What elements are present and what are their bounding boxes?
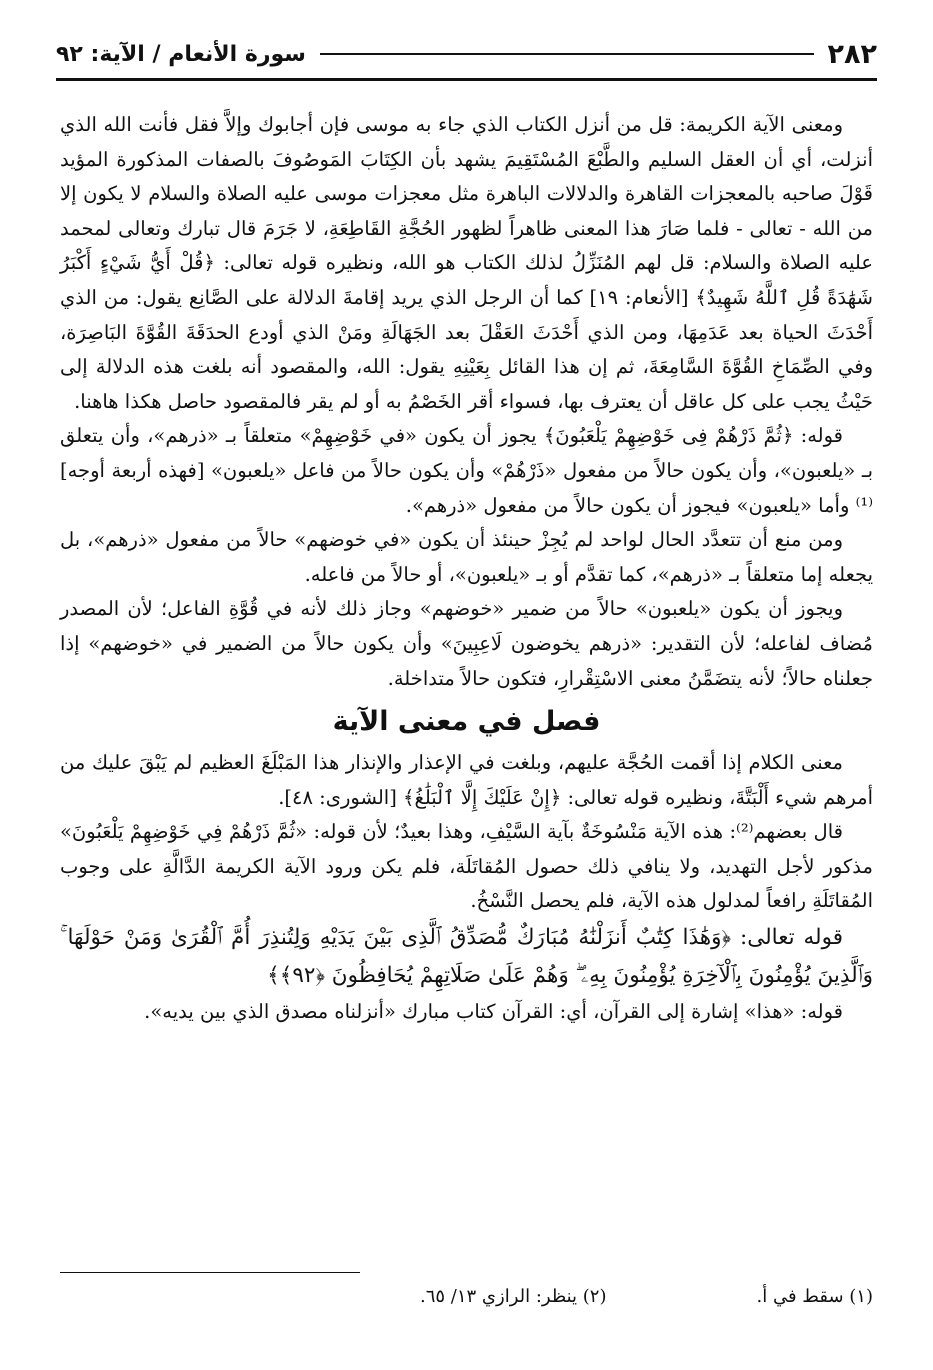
verse-paragraph: قوله تعالى: ﴿وَهَٰذَا كِتَٰبٌ أَنزَلْنَٰهُ مُبَارَكٌ مُّصَدِّقُ ٱلَّذِى بَيْنَ يَدَيْهِ وَلِتُنذِرَ أُمَّ ٱلْقُرَىٰ وَمَنْ حَوْلَهَا ۚ وَٱلَّذِينَ يُؤْمِنُونَ بِٱلْآخِرَةِ يُؤْمِنُونَ بِهِۦ ۖ وَهُمْ عَلَىٰ صَلَاتِهِمْ يُحَافِظُونَ ﴿٩٢﴾﴾: [60, 925, 873, 989]
section-paragraph-2: قال بعضهم⁽²⁾: هذه الآية مَنْسُوخَةٌ بآية السَّيْفِ، وهذا بعيدٌ؛ لأن قوله: «ثُمَّ ذَرْهُمْ فِي خَوْضِهِمْ يَلْعَبُونَ» مذكور لأجل التهديد، ولا ينافي ذلك حصول المُقاتَلَة، فلم يكن ورود الآية الكريمة الدَّالَّةِ على وجوب المُقاتَلَةِ رافعاً لمدلول هذه الآية، فلم يحصل النَّسْخُ.: [60, 820, 873, 913]
final-paragraph: قوله: «هذا» إشارة إلى القرآن، أي: القرآن كتاب مبارك «أنزلناه مصدق الذي بين يديه».: [144, 1000, 843, 1024]
section-paragraph-1: معنى الكلام إذا أقمت الحُجَّة عليهم، وبلغت في الإعذار والإنذار هذا المَبْلَغَ العظيم لم يَبْقَ عليك من أمرهم شيء أَلْبَتَّةَ، ونظيره قوله تعالى: ﴿إِنْ عَلَيْكَ إِلَّا ٱلْبَلَٰغُ﴾ [الشورى: ٤٨].: [60, 751, 873, 809]
running-header: [56, 30, 877, 81]
section-title: فصل في معنى الآية: [332, 706, 601, 738]
surah-verse-label: سورة الأنعام / الآية: ٩٢: [56, 41, 306, 67]
header-divider: [320, 53, 814, 55]
paragraph-2: قوله: ﴿ثُمَّ ذَرْهُمْ فِى خَوْضِهِمْ يَلْعَبُونَ﴾ يجوز أن يكون «في خَوْضِهِمْ» متعلقاً بـ «ذرهم»، وأن يتعلق بـ «يلعبون»، وأن يكون حالاً من مفعول «ذَرْهُمْ» وأن يكون حالاً من فاعل «يلعبون» [فهذه أربعة أوجه]⁽¹⁾ وأما «يلعبون» فيجوز أن يكون حالاً من مفعول «ذرهم».: [60, 424, 873, 517]
footnote-divider: [60, 1272, 360, 1273]
paragraph-4: ويجوز أن يكون «يلعبون» حالاً من ضمير «خوضهم» وجاز ذلك لأنه في قُوَّةِ الفاعل؛ لأن المصدر مُضاف لفاعله؛ لأن التقدير: «ذرهم يخوضون لَاعِبِينَ» وأن يكون حالاً من الضمير في «خوضهم» إذا جعلناه حالاً؛ لأنه يتضَمَّنُ معنى الاسْتِقْرارِ، فتكون حالاً متداخلة.: [60, 597, 873, 690]
footnotes: [60, 1282, 873, 1312]
footnote-1: (١) سقط في أ.: [756, 1286, 873, 1307]
page-number: ٢٨٢: [827, 38, 877, 70]
footnote-2: (٢) ينظر: الرازي ١٣/ ٦٥.: [419, 1286, 607, 1307]
paragraph-1: ومعنى الآية الكريمة: قل من أنزل الكتاب الذي جاء به موسى فإن أجابوك وإلاَّ فقل فأنت الله الذي أنزلت، أي أن العقل السليم والطَّبْعَ المُسْتَقِيمَ يشهد بأن الكِتَابَ المَوصُوفَ بالصفات المذكورة المؤيد قَوْلَ صاحبه بالمعجزات القاهرة والدلالات الباهرة مثل معجزات موسى عليه الصلاة والسلام لا يكون إلا من الله - تعالى - فلما صَارَ هذا المعنى ظاهراً لظهور الحُجَّةِ القَاطِعَةِ، لا جَرَمَ قال تبارك وتعالى لمحمد عليه الصلاة والسلام: قل لهم المُنَزِّلُ لذلك الكتاب هو الله، ونظيره قوله تعالى: ﴿قُلْ أَيُّ شَيْءٍ أَكْبَرُ شَهَٰدَةً قُلِ ٱللَّهُ شَهِيدٌ﴾ [الأنعام: ١٩] كما أن الرجل الذي يريد إقامةَ الدلالة على الصَّانِع يقول: من الذي أَحْدَثَ الحياة بعد عَدَمِهَا، ومن الذي أَحْدَثَ العَقْلَ بعد الجَهَالَةِ ومَنْ الذي أودع الحدَقَةَ القُوَّةَ البَاصِرَة، وفي الصِّمَاخِ القُوَّةَ السَّامِعَةَ، ثم إن هذا القائل بِعَيْنِهِ يقول: الله، والمقصود أنه بلغت هذه الدلالة إلى حَيْثُ يجب على كل عاقل أن يعترف بها، فسواء أقر الخَصْمُ به أو لم يقر فالمقصود حاصل هكذا هاهنا.: [60, 113, 873, 413]
paragraph-3: ومن منع أن تتعدَّد الحال لواحد لم يُجِزْ حينئذ أن يكون «في خوضهم» حالاً من مفعول «ذرهم»، بل يجعله إما متعلقاً بـ «ذرهم»، كما تقدَّم أو بـ «يلعبون»، أو حالاً من فاعله.: [60, 528, 873, 586]
page-body: [60, 108, 873, 1030]
